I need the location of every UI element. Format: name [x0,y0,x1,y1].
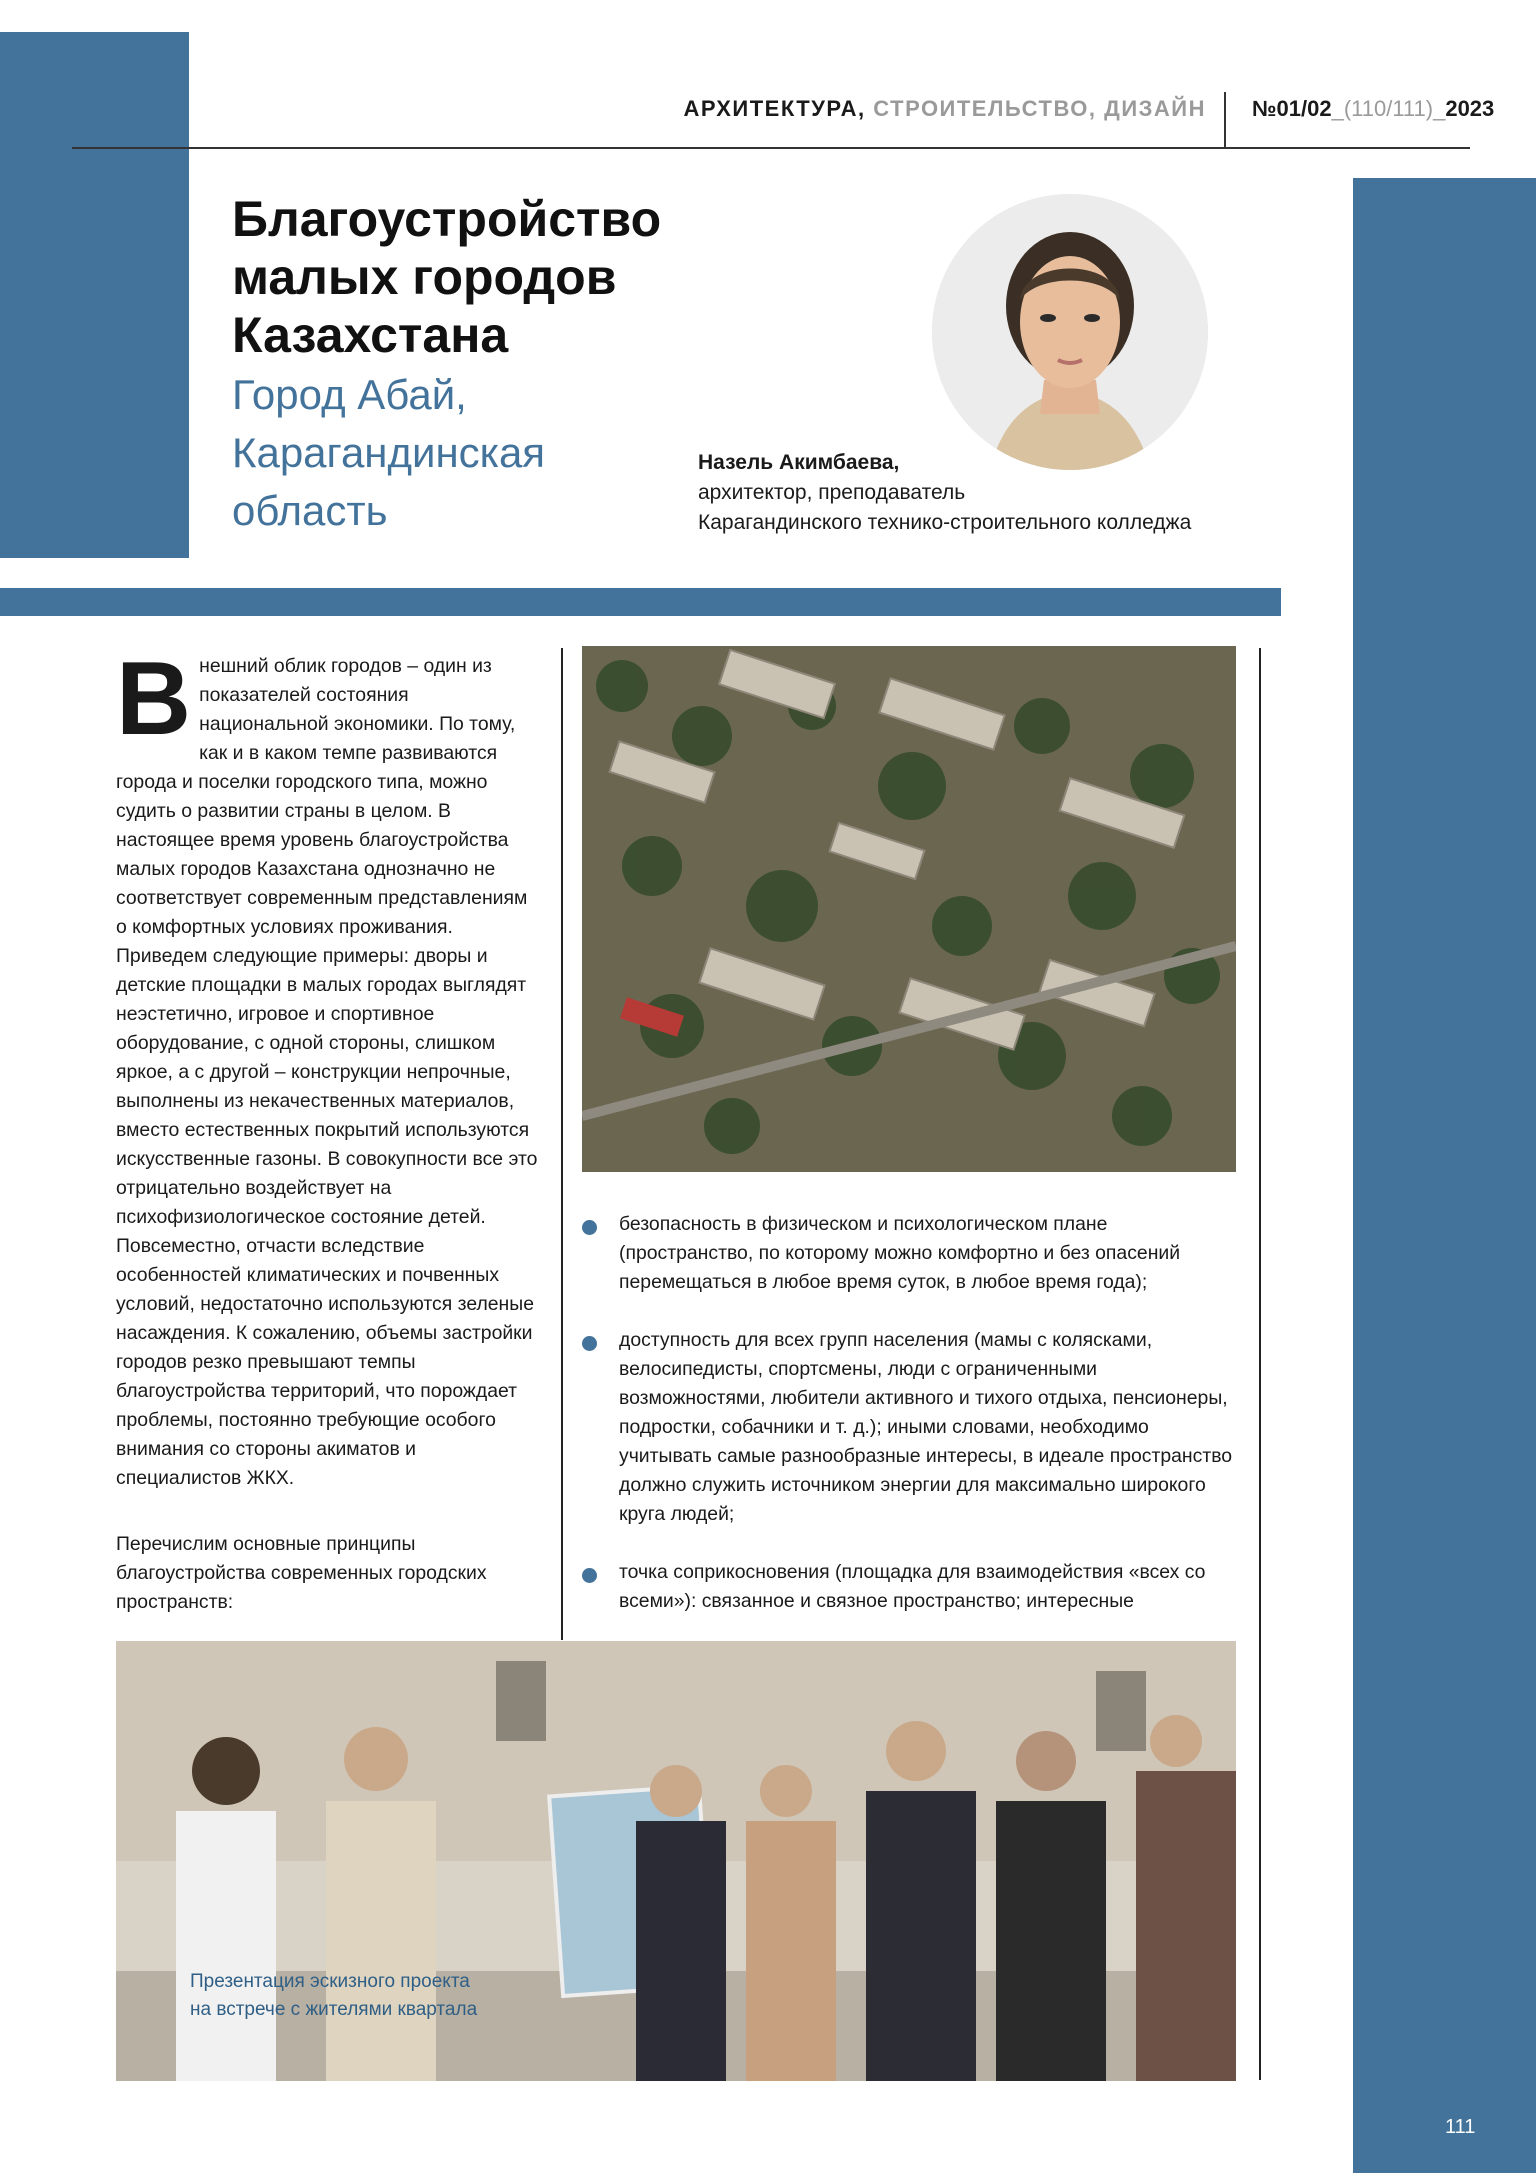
bullet-dot-icon [582,1336,597,1351]
title-line: Благоустройство [232,191,662,247]
page-number: 111 [1445,2116,1476,2138]
list-item-text: точка соприкосновения (площадка для взаимодействия «всех со всеми»): связанное и связное пространство; интересные [619,1561,1206,1612]
photo-caption [190,1968,590,2024]
aerial-illustration [582,646,1236,1172]
bullet-dot-icon [582,1220,597,1235]
drop-cap: В [116,641,192,757]
list-item-text: безопасность в физическом и психологическом плане (пространство, по которому можно комфортно и без опасений перемещаться в любое время суток, в любое время года); [619,1213,1181,1293]
issue-number [1252,96,1494,122]
list-item [582,1210,1242,1297]
subtitle-line: Карагандинская [232,429,546,476]
caption-line: на встрече с жителями квартала [190,1999,478,2020]
issue-main: №01/02 [1252,96,1332,121]
portrait-illustration [932,194,1208,470]
article-subtitle [232,366,652,540]
caption-line: Презентация эскизного проекта [190,1971,470,1992]
title-line: малых городов [232,249,617,305]
author-role: архитектор, преподаватель [698,481,966,504]
right-column-rule [1259,648,1261,2080]
subtitle-line: Город Абай, [232,371,467,418]
list-item [582,1558,1242,1616]
left-accent-block [0,32,189,558]
section-divider-band [0,588,1281,616]
column-rule [561,648,563,1640]
section-main: АРХИТЕКТУРА, [683,96,866,121]
author-portrait [932,194,1208,470]
right-accent-band [1353,178,1536,2173]
subtitle-line: область [232,487,388,534]
author-organization: Карагандинского технико-строительного колледжа [698,511,1192,534]
issue-year: 2023 [1445,96,1495,121]
aerial-photo [582,646,1236,1172]
author-credit [698,448,1258,538]
issue-numbers: _(110/111)_ [1331,96,1446,121]
list-item-text: доступность для всех групп населения (мамы с колясками, велосипедисты, спортсмены, люди с ограниченными возможностями, любители активного и тихого отдыха, пенсионеры, подростки, собачники и т. д.); иными словами, необходимо учитывать самые разнообразные интересы, в идеале пространство должно служить источником энергии для максимально широкого круга людей; [619,1329,1233,1525]
bullet-dot-icon [582,1568,597,1583]
journal-section-title [560,96,1206,122]
principles-intro: Перечислим основные принципы благоустройства современных городских пространств: [116,1533,487,1613]
principles-list [582,1210,1242,1645]
article-title [232,190,732,364]
intro-text: нешний облик городов – один из показателей состояния национальной экономики. По тому, как и в каком темпе развиваются города и поселки городского типа, можно судить о развитии страны в целом. В настоящее время уровень благоустройства малых городов Казахстана однозначно не соответствует современным представлениям о комфортных условиях проживания. Приведем следующие примеры: дворы и детские площадки в малых городах выглядят неэстетично, игровое и спортивное оборудование, с одной стороны, слишком яркое, а с другой – конструкции непрочные, выполнены из некачественных материалов, вместо естественных покрытий используются искусственные газоны. В совокупности все это отрицательно воздействует на психофизиологическое состояние детей. Повсеместно, отчасти вследствие особенностей климатических и почвенных условий, недостаточно используются зеленые насаждения. К сожалению, объемы застройки городов резко превышают темпы благоустройства территорий, что порождает проблемы, постоянно требующие особого внимания со стороны акиматов и специалистов ЖКХ. [116,655,538,1489]
header-rule [72,147,1470,149]
author-name: Назель Акимбаева, [698,451,900,474]
header-separator [1224,92,1226,148]
intro-paragraph [116,641,540,1493]
section-rest: СТРОИТЕЛЬСТВО, ДИЗАЙН [865,96,1206,121]
list-item [582,1326,1242,1529]
title-line: Казахстана [232,307,509,363]
